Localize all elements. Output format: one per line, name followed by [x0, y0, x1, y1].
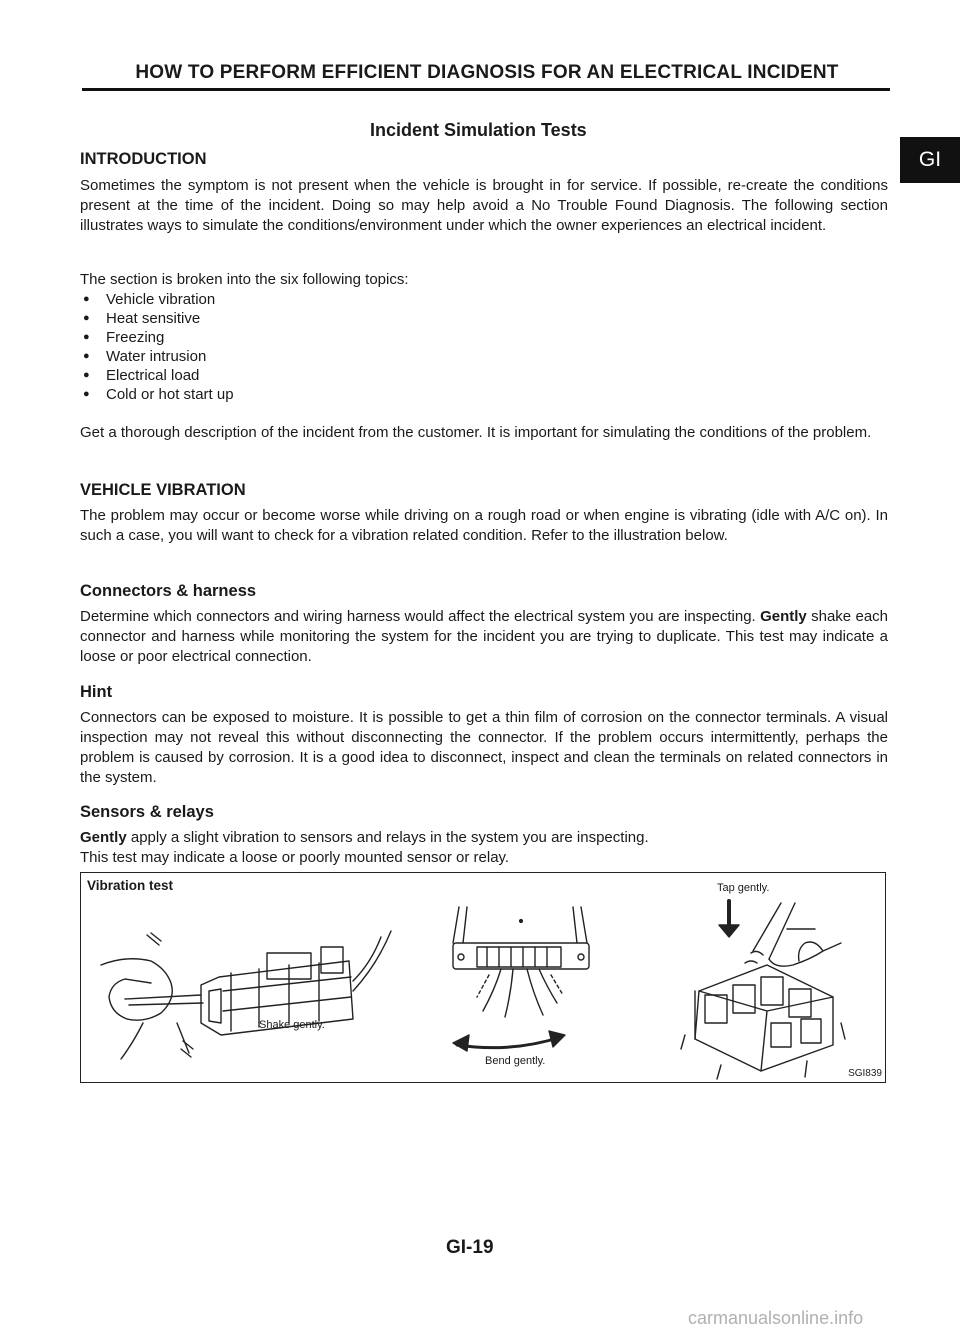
sensors-heading: Sensors & relays — [80, 803, 214, 821]
bend-arrow-left-head — [453, 1035, 469, 1051]
tap-arrow-head — [719, 925, 739, 937]
topics-list — [80, 290, 234, 404]
connectors-text-start: Determine which connectors and wiring harness would affect the electrical system you are inspecting. — [80, 608, 756, 625]
topic-item: ● Heat sensitive — [80, 309, 234, 328]
label-shake-gently: Shake gently. — [259, 1019, 325, 1031]
label-bend-gently: Bend gently. — [485, 1055, 546, 1067]
connectors-paragraph — [80, 607, 888, 667]
topic-item: ● Freezing — [80, 328, 234, 347]
topic-item: ● Water intrusion — [80, 347, 234, 366]
vibration-test-figure — [80, 872, 886, 1083]
page-number: GI-19 — [446, 1237, 494, 1258]
introduction-closing: Get a thorough description of the incident from the customer. It is important for simulating the conditions of the problem. — [80, 424, 872, 441]
sensors-emphasis: Gently — [80, 829, 127, 846]
vehicle-vibration-heading: VEHICLE VIBRATION — [80, 481, 246, 499]
introduction-heading: INTRODUCTION — [80, 150, 207, 168]
connectors-heading: Connectors & harness — [80, 582, 257, 600]
sensors-line1: apply a slight vibration to sensors and relays in the system you are inspecting. — [130, 829, 649, 846]
topic-item: ● Vehicle vibration — [80, 290, 234, 309]
site-watermark: carmanualsonline.info — [688, 1308, 864, 1328]
relay-box-tap-drawing — [681, 903, 845, 1079]
hint-paragraph: Connectors can be exposed to moisture. It is possible to get a thin film of corrosion on the connector terminals. A visual inspection may not reveal this without disconnecting the connector. If the problem occurs intermittently, perhaps the problem is caused by corrosion. It is a good idea to disconnect, inspect and clean the terminals on related connectors in the system. — [80, 709, 888, 786]
topic-item: ● Cold or hot start up — [80, 385, 234, 404]
sensors-paragraph — [80, 828, 888, 868]
page-header-title: HOW TO PERFORM EFFICIENT DIAGNOSIS FOR AN ELECTRICAL INCIDENT — [135, 62, 839, 83]
figure-title: Vibration test — [87, 878, 174, 893]
connectors-text-rest: shake each connector and harness while monitoring the system for the incident you are trying to duplicate. This test may indicate a loose or poor electrical connection. — [80, 608, 889, 665]
topics-intro: The section is broken into the six following topics: — [80, 271, 409, 288]
section-tab-badge: GI — [900, 137, 960, 183]
section-title: Incident Simulation Tests — [370, 120, 587, 140]
header-rule — [82, 88, 890, 91]
label-tap-gently: Tap gently. — [717, 882, 770, 894]
introduction-paragraph: Sometimes the symptom is not present when the vehicle is brought in for service. If possible, re-create the conditions present at the time of the incident. Doing so may help avoid a No Trouble Found Diagnosis. The following section illustrates ways to simulate the conditions/environment under which the owner experiences an electrical incident. — [80, 177, 888, 234]
vehicle-vibration-paragraph: The problem may occur or become worse while driving on a rough road or when engine is vibrating (idle with A/C on). In such a case, you will want to check for a vibration related condition. Refer to the illustration below. — [80, 507, 888, 544]
sensors-line2: This test may indicate a loose or poorly mounted sensor or relay. — [80, 849, 510, 866]
bend-arrow-right-head — [549, 1031, 565, 1047]
vibration-test-illustration — [81, 873, 885, 1082]
bend-arrow-curve — [457, 1037, 561, 1048]
topic-item: ● Electrical load — [80, 366, 234, 385]
hint-heading: Hint — [80, 683, 113, 701]
connectors-emphasis: Gently — [760, 608, 807, 625]
figure-code: SGI839 — [848, 1068, 882, 1079]
connector-bend-drawing — [453, 907, 589, 1017]
hand-shaking-connector-drawing — [101, 931, 391, 1059]
